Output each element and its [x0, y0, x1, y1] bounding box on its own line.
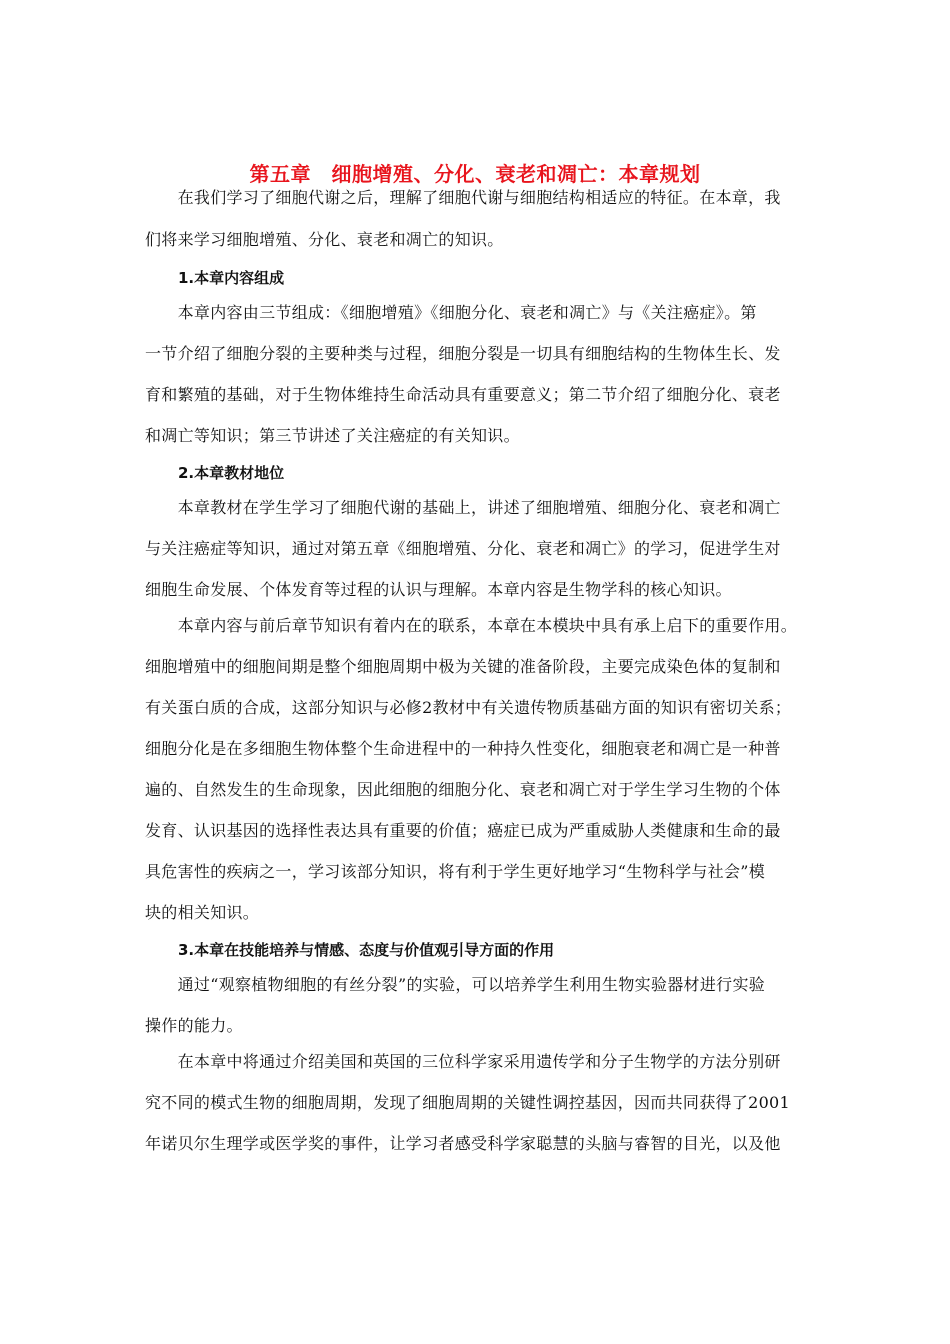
section-heading: 3.本章在技能培养与情感、态度与价值观引导方面的作用	[178, 941, 555, 959]
paragraph-line: 细胞生命发展、个体发育等过程的认识与理解。本章内容是生物学科的核心知识。	[145, 580, 732, 599]
paragraph-line: 与关注癌症等知识，通过对第五章《细胞增殖、分化、衰老和凋亡》的学习，促进学生对	[145, 539, 781, 558]
paragraph-line: 具危害性的疾病之一，学习该部分知识，将有利于学生更好地学习“生物科学与社会”模	[145, 862, 766, 881]
paragraph-line: 操作的能力。	[145, 1016, 243, 1035]
paragraph-line: 本章内容由三节组成：《细胞增殖》《细胞分化、衰老和凋亡》与《关注癌症》。第	[145, 303, 757, 322]
paragraph-line: 发育、认识基因的选择性表达具有重要的价值；癌症已成为严重威胁人类健康和生命的最	[145, 821, 781, 840]
paragraph-line: 本章内容与前后章节知识有着内在的联系，本章在本模块中具有承上启下的重要作用。	[145, 616, 798, 635]
paragraph-line: 究不同的模式生物的细胞周期，发现了细胞周期的关键性调控基因，因而共同获得了2001	[145, 1093, 791, 1112]
paragraph-line: 和凋亡等知识；第三节讲述了关注癌症的有关知识。	[145, 426, 520, 445]
paragraph-line: 在我们学习了细胞代谢之后，理解了细胞代谢与细胞结构相适应的特征。在本章，我	[145, 188, 781, 207]
paragraph-line: 本章教材在学生学习了细胞代谢的基础上，讲述了细胞增殖、细胞分化、衰老和凋亡	[145, 498, 781, 517]
paragraph-line: 块的相关知识。	[145, 903, 260, 922]
paragraph-line: 有关蛋白质的合成，这部分知识与必修2教材中有关遗传物质基础方面的知识有密切关系；	[145, 698, 792, 717]
paragraph-line: 一节介绍了细胞分裂的主要种类与过程，细胞分裂是一切具有细胞结构的生物体生长、发	[145, 344, 781, 363]
paragraph-line: 育和繁殖的基础，对于生物体维持生命活动具有重要意义；第二节介绍了细胞分化、衰老	[145, 385, 781, 404]
paragraph-line: 在本章中将通过介绍美国和英国的三位科学家采用遗传学和分子生物学的方法分别研	[145, 1052, 781, 1071]
section-heading: 1.本章内容组成	[178, 269, 285, 287]
paragraph-line: 通过“观察植物细胞的有丝分裂”的实验，可以培养学生利用生物实验器材进行实验	[145, 975, 766, 994]
paragraph-line: 遍的、自然发生的生命现象，因此细胞的细胞分化、衰老和凋亡对于学生学习生物的个体	[145, 780, 781, 799]
paragraph-line: 细胞分化是在多细胞生物体整个生命进程中的一种持久性变化，细胞衰老和凋亡是一种普	[145, 739, 781, 758]
paragraph-line: 年诺贝尔生理学或医学奖的事件，让学习者感受科学家聪慧的头脑与睿智的目光，以及他	[145, 1134, 781, 1153]
paragraph-line: 细胞增殖中的细胞间期是整个细胞周期中极为关键的准备阶段，主要完成染色体的复制和	[145, 657, 781, 676]
section-heading: 2.本章教材地位	[178, 464, 285, 482]
paragraph-line: 们将来学习细胞增殖、分化、衰老和凋亡的知识。	[145, 230, 504, 249]
page-title: 第五章 细胞增殖、分化、衰老和凋亡：本章规划	[249, 162, 701, 186]
